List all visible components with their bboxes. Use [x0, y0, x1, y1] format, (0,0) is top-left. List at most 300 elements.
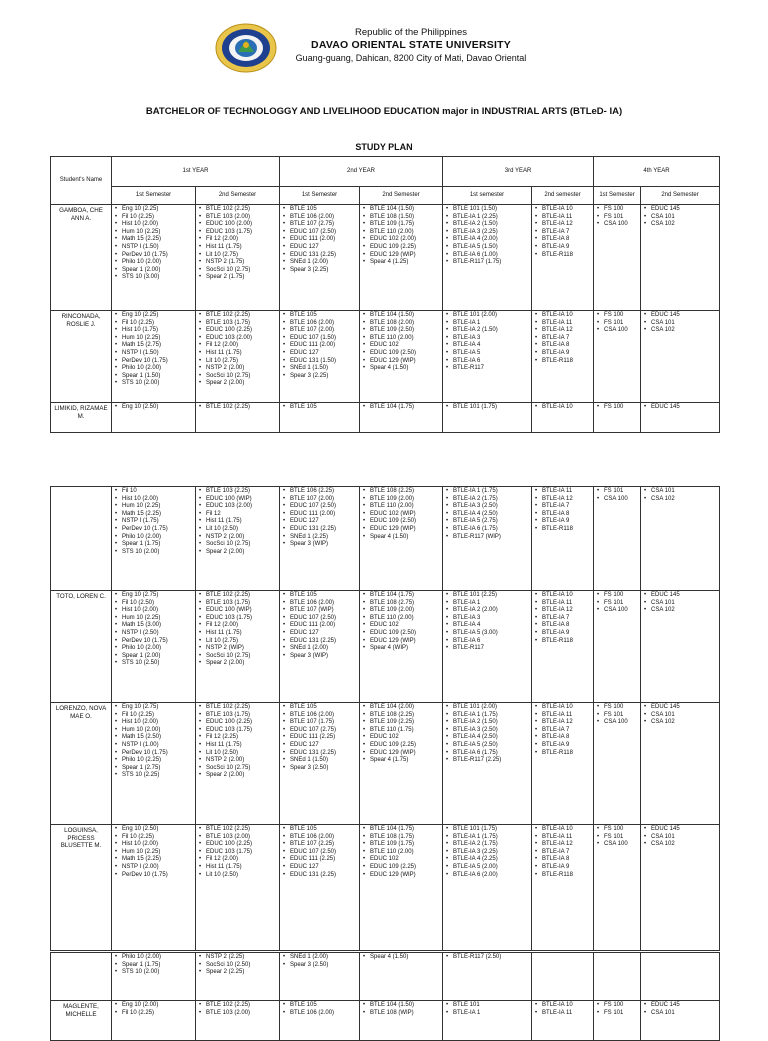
course-item: • EDUC 107 (2.75) — [290, 727, 357, 735]
course-item: • FS 100 — [604, 704, 638, 712]
course-list — [114, 826, 193, 879]
semester-courses-cell — [280, 311, 360, 403]
semester-header: 1st Semester — [280, 187, 360, 205]
header-text — [280, 26, 542, 65]
course-item: • BTLE 103 (2.00) — [206, 1010, 277, 1018]
course-item: • FS 101 — [604, 214, 638, 222]
course-item: • Eng 10 (2.50) — [122, 404, 193, 412]
course-item: • BTLE 109 (2.50) — [370, 327, 440, 335]
course-item: • BTLE 108 (1.75) — [370, 834, 440, 842]
course-list — [534, 704, 591, 757]
course-item: • EDUC 145 — [651, 206, 717, 214]
course-item: • EDUC 107 (1.50) — [290, 335, 357, 343]
course-item: • EDUC 111 (2.00) — [290, 236, 357, 244]
course-item: • BTLE-R117 (2.50) — [453, 954, 529, 962]
course-item: • BTLE-IA 4 (2.50) — [453, 734, 529, 742]
course-item: • BTLE-IA 10 — [542, 1002, 591, 1010]
study-plan-table-continued — [50, 486, 720, 951]
course-item: • EDUC 103 (2.00) — [206, 503, 277, 511]
course-list — [596, 826, 638, 849]
course-item: • BTLE 103 (2.00) — [206, 834, 277, 842]
course-item: • BTLE-IA 5 (2.00) — [453, 864, 529, 872]
course-item: • EDUC 131 (2.25) — [290, 750, 357, 758]
course-item: • BTLE 107 (2.75) — [290, 221, 357, 229]
course-item: • FS 100 — [604, 1002, 638, 1010]
course-item: • BTLE-IA 8 — [542, 236, 591, 244]
course-list — [282, 312, 357, 380]
semester-courses-cell — [641, 1001, 720, 1041]
course-list — [198, 312, 277, 388]
course-item: • BTLE-IA 8 — [542, 511, 591, 519]
document-header — [0, 0, 768, 80]
course-item: • Spear 1 (2.75) — [122, 765, 193, 773]
course-item: • BTLE-IA 3 (2.50) — [453, 727, 529, 735]
student-row — [51, 953, 720, 1001]
course-list — [445, 704, 529, 765]
course-item: • BTLE 110 (2.00) — [370, 229, 440, 237]
semester-courses-cell — [532, 403, 594, 433]
course-list — [282, 206, 357, 274]
semester-courses-cell — [280, 403, 360, 433]
course-item: • Spear 4 (1.25) — [370, 259, 440, 267]
course-item: • BTLE-IA 11 — [542, 712, 591, 720]
course-item: • BTLE 105 — [290, 1002, 357, 1010]
student-name: LIMIKID, RIZAMAE M. — [51, 403, 112, 433]
course-item: • NSTP 2 (2.00) — [206, 534, 277, 542]
course-item: • EDUC 102 (2.00) — [370, 236, 440, 244]
course-item: • EDUC 103 (1.75) — [206, 849, 277, 857]
course-item: • BTLE 108 (2.25) — [370, 488, 440, 496]
course-item: • Eng 10 (2.25) — [122, 312, 193, 320]
course-item: • Fil 10 (2.50) — [122, 600, 193, 608]
course-item: • BTLE 103 (1.75) — [206, 600, 277, 608]
semester-header: 1st semester — [443, 187, 532, 205]
course-item: • Fil 12 (2.00) — [206, 342, 277, 350]
semester-courses-cell — [112, 311, 196, 403]
course-item: • EDUC 131 (2.25) — [290, 526, 357, 534]
course-list — [643, 312, 717, 335]
course-list — [596, 592, 638, 615]
semester-courses-cell — [280, 953, 360, 1001]
course-item: • BTLE-IA 3 — [453, 615, 529, 623]
semester-courses-cell — [532, 487, 594, 591]
course-item: • BTLE-IA 8 — [542, 622, 591, 630]
semester-courses-cell — [641, 703, 720, 825]
semester-courses-cell — [112, 825, 196, 951]
semester-courses-cell — [641, 311, 720, 403]
year-header: 2nd YEAR — [280, 157, 443, 187]
course-item: • NSTP I (1.50) — [122, 350, 193, 358]
course-item: • BTLE-IA 4 — [453, 342, 529, 350]
semester-courses-cell — [443, 703, 532, 825]
course-item: • BTLE-IA 1 (1.75) — [453, 712, 529, 720]
semester-courses-cell — [112, 205, 196, 311]
course-item: • BTLE 103 (1.75) — [206, 712, 277, 720]
course-item: • BTLE-IA 3 (2.25) — [453, 849, 529, 857]
semester-courses-cell — [196, 703, 280, 825]
course-item: • EDUC 131 (2.25) — [290, 872, 357, 880]
semester-courses-cell — [532, 311, 594, 403]
course-item: • CSA 100 — [604, 607, 638, 615]
course-item: • BTLE 102 (2.25) — [206, 826, 277, 834]
course-item: • Fil 10 (2.25) — [122, 834, 193, 842]
course-item: • EDUC 127 — [290, 244, 357, 252]
semester-courses-cell — [594, 591, 641, 703]
semester-courses-cell — [280, 703, 360, 825]
course-item: • BTLE-IA 9 — [542, 244, 591, 252]
course-item: • Spear 2 (2.00) — [206, 380, 277, 388]
course-item: • Hist 11 (1.75) — [206, 630, 277, 638]
course-item: • EDUC 109 (2.25) — [370, 864, 440, 872]
course-item: • EDUC 145 — [651, 592, 717, 600]
course-item: • EDUC 111 (2.00) — [290, 511, 357, 519]
course-item: • BTLE 106 (2.00) — [290, 834, 357, 842]
course-item: • CSA 102 — [651, 221, 717, 229]
course-list — [596, 704, 638, 727]
student-name — [51, 487, 112, 591]
course-item: • BTLE 106 (2.00) — [290, 712, 357, 720]
semester-header: 2nd Semester — [360, 187, 443, 205]
course-item: • BTLE 108 (2.25) — [370, 712, 440, 720]
semester-courses-cell — [360, 403, 443, 433]
course-item: • Spear 2 (2.25) — [206, 969, 277, 977]
course-item: • BTLE-IA 4 — [453, 622, 529, 630]
course-item: • BTLE 108 (2.00) — [370, 320, 440, 328]
course-item: • CSA 100 — [604, 841, 638, 849]
course-item: • Philo 10 (2.00) — [122, 954, 193, 962]
course-list — [362, 312, 440, 373]
course-list — [445, 312, 529, 373]
course-item: • BTLE-IA 7 — [542, 335, 591, 343]
student-name: MAGLENTE, MICHELLE — [51, 1001, 112, 1041]
course-item: • BTLE 106 (2.00) — [290, 600, 357, 608]
semester-courses-cell — [360, 311, 443, 403]
course-item: • PerDev 10 (1.75) — [122, 638, 193, 646]
course-list — [362, 206, 440, 267]
course-item: • Spear 4 (1.50) — [370, 365, 440, 373]
course-item: • CSA 100 — [604, 719, 638, 727]
course-item: • BTLE 102 (2.25) — [206, 404, 277, 412]
course-item: • NSTP 2 (2.25) — [206, 954, 277, 962]
semester-courses-cell — [594, 953, 641, 1001]
course-item: • Eng 10 (2.50) — [122, 826, 193, 834]
course-item: • BTLE 110 (2.00) — [370, 849, 440, 857]
semester-courses-cell — [641, 591, 720, 703]
course-item: • BTLE-R118 — [542, 358, 591, 366]
semester-courses-cell — [112, 953, 196, 1001]
course-item: • BTLE-IA 1 (1.75) — [453, 488, 529, 496]
course-item: • BTLE 106 (2.25) — [290, 488, 357, 496]
course-item: • EDUC 145 — [651, 826, 717, 834]
course-item: • Lit 10 (2.75) — [206, 638, 277, 646]
course-item: • Hum 10 (2.25) — [122, 503, 193, 511]
course-item: • BTLE 105 — [290, 206, 357, 214]
course-item: • BTLE-IA 10 — [542, 826, 591, 834]
course-item: • PerDev 10 (1.75) — [122, 750, 193, 758]
semester-courses-cell — [196, 311, 280, 403]
student-row — [51, 311, 720, 403]
course-item: • Philo 10 (2.25) — [122, 757, 193, 765]
course-list — [534, 312, 591, 365]
university-seal-icon — [214, 22, 278, 74]
course-item: • EDUC 111 (2.25) — [290, 734, 357, 742]
course-item: • CSA 101 — [651, 834, 717, 842]
course-list — [198, 488, 277, 556]
course-item: • BTLE-IA 9 — [542, 350, 591, 358]
course-item: • BTLE-IA 6 (2.00) — [453, 872, 529, 880]
student-row — [51, 205, 720, 311]
semester-courses-cell — [594, 205, 641, 311]
course-list — [596, 1002, 638, 1017]
course-item: • STS 10 (2.00) — [122, 969, 193, 977]
student-name: RINCONADA, ROSLIE J. — [51, 311, 112, 403]
course-item: • EDUC 100 (WIP) — [206, 607, 277, 615]
course-item: • FS 100 — [604, 826, 638, 834]
course-item: • BTLE 107 (2.00) — [290, 496, 357, 504]
course-item: • BTLE-IA 4 (2.25) — [453, 856, 529, 864]
course-item: • STS 10 (2.25) — [122, 772, 193, 780]
course-item: • BTLE-IA 2 (1.75) — [453, 496, 529, 504]
course-item: • EDUC 102 — [370, 856, 440, 864]
semester-courses-cell — [360, 591, 443, 703]
course-item: • BTLE-IA 7 — [542, 727, 591, 735]
semester-courses-cell — [112, 1001, 196, 1041]
course-item: • Fil 10 (2.25) — [122, 214, 193, 222]
semester-courses-cell — [594, 311, 641, 403]
course-item: • BTLE 104 (1.75) — [370, 404, 440, 412]
course-item: • BTLE-R118 — [542, 526, 591, 534]
course-list — [643, 206, 717, 229]
course-list — [114, 704, 193, 780]
course-item: • EDUC 103 (1.75) — [206, 229, 277, 237]
course-item: • SNEd 1 (2.00) — [290, 645, 357, 653]
university-name: DAVAO ORIENTAL STATE UNIVERSITY — [311, 39, 511, 51]
course-item: • EDUC 129 (WIP) — [370, 638, 440, 646]
course-item: • NSTP I (2.00) — [122, 864, 193, 872]
course-item: • EDUC 127 — [290, 350, 357, 358]
semester-courses-cell — [443, 825, 532, 951]
semester-courses-cell — [443, 953, 532, 1001]
course-item: • BTLE 110 (2.00) — [370, 615, 440, 623]
course-list — [445, 592, 529, 653]
semester-courses-cell — [641, 487, 720, 591]
course-item: • Spear 4 (WIP) — [370, 645, 440, 653]
course-item: • Lit 10 (2.50) — [206, 872, 277, 880]
course-list — [282, 954, 357, 969]
course-item: • BTLE 101 (2.25) — [453, 592, 529, 600]
course-list — [643, 592, 717, 615]
course-item: • BTLE-IA 1 (1.75) — [453, 834, 529, 842]
course-list — [596, 404, 638, 412]
course-list — [362, 592, 440, 653]
course-item: • BTLE-IA 6 — [453, 638, 529, 646]
course-list — [445, 488, 529, 541]
course-list — [282, 826, 357, 879]
semester-courses-cell — [196, 825, 280, 951]
course-item: • EDUC 129 (WIP) — [370, 358, 440, 366]
semester-courses-cell — [280, 205, 360, 311]
student-name: GAMBOA, CHE ANN A. — [51, 205, 112, 311]
course-item: • EDUC 145 — [651, 1002, 717, 1010]
year-header: 1st YEAR — [112, 157, 280, 187]
course-item: • BTLE-R118 — [542, 252, 591, 260]
course-item: • PerDev 10 (1.75) — [122, 526, 193, 534]
course-item: • FS 101 — [604, 320, 638, 328]
course-item: • BTLE-R117 (WIP) — [453, 534, 529, 542]
course-item: • EDUC 102 — [370, 622, 440, 630]
course-item: • BTLE 101 (2.00) — [453, 312, 529, 320]
study-plan-table-continued — [50, 952, 720, 1041]
course-list — [198, 1002, 277, 1017]
course-item: • BTLE-IA 12 — [542, 327, 591, 335]
course-item: • BTLE-R118 — [542, 638, 591, 646]
course-item: • Hist 10 (2.00) — [122, 221, 193, 229]
course-item: • BTLE 109 (2.00) — [370, 496, 440, 504]
course-item: • BTLE 103 (2.00) — [206, 214, 277, 222]
semester-courses-cell — [360, 487, 443, 591]
semester-courses-cell — [641, 953, 720, 1001]
course-list — [445, 826, 529, 879]
course-item: • PerDev 10 (1.75) — [122, 252, 193, 260]
course-item: • CSA 101 — [651, 320, 717, 328]
course-item: • EDUC 131 (2.25) — [290, 638, 357, 646]
course-item: • STS 10 (3.00) — [122, 274, 193, 282]
course-item: • NSTP I (1.50) — [122, 244, 193, 252]
course-item: • BTLE 110 (2.00) — [370, 335, 440, 343]
course-item: • Hist 10 (2.00) — [122, 719, 193, 727]
course-item: • FS 100 — [604, 312, 638, 320]
course-item: • Spear 3 (2.50) — [290, 765, 357, 773]
course-item: • BTLE 102 (2.25) — [206, 206, 277, 214]
semester-courses-cell — [443, 403, 532, 433]
course-item: • BTLE-IA 1 (2.25) — [453, 214, 529, 222]
study-plan-table — [50, 156, 720, 433]
course-item: • EDUC 109 (2.50) — [370, 630, 440, 638]
course-item: • BTLE 105 — [290, 404, 357, 412]
course-item: • BTLE 108 (1.50) — [370, 214, 440, 222]
study-plan-title: STUDY PLAN — [355, 142, 413, 152]
course-item: • BTLE 107 (2.25) — [290, 841, 357, 849]
course-item: • EDUC 129 (WIP) — [370, 750, 440, 758]
course-item: • SocSci 10 (2.75) — [206, 765, 277, 773]
semester-courses-cell — [196, 591, 280, 703]
year-header: 4th YEAR — [594, 157, 720, 187]
course-item: • BTLE 101 (1.75) — [453, 826, 529, 834]
course-item: • EDUC 145 — [651, 404, 717, 412]
course-item: • BTLE-IA 6 (1.75) — [453, 526, 529, 534]
course-item: • Lit 10 (2.75) — [206, 252, 277, 260]
course-item: • BTLE-IA 8 — [542, 342, 591, 350]
semester-courses-cell — [594, 487, 641, 591]
course-item: • Spear 2 (2.00) — [206, 772, 277, 780]
semester-courses-cell — [196, 953, 280, 1001]
semester-courses-cell — [641, 825, 720, 951]
course-item: • BTLE 108 (2.75) — [370, 600, 440, 608]
semester-header: 1st Semester — [112, 187, 196, 205]
course-item: • SNEd 1 (1.50) — [290, 757, 357, 765]
course-item: • Eng 10 (2.25) — [122, 206, 193, 214]
course-list — [596, 206, 638, 229]
course-item: • FS 100 — [604, 206, 638, 214]
course-list — [643, 704, 717, 727]
course-item: • EDUC 127 — [290, 518, 357, 526]
semester-courses-cell — [196, 1001, 280, 1041]
course-item: • EDUC 145 — [651, 704, 717, 712]
semester-courses-cell — [360, 703, 443, 825]
course-item: • BTLE 109 (1.75) — [370, 841, 440, 849]
course-item: • BTLE-IA 5 (2.75) — [453, 518, 529, 526]
semester-courses-cell — [594, 825, 641, 951]
course-item: • EDUC 103 (2.00) — [206, 335, 277, 343]
course-item: • STS 10 (2.00) — [122, 380, 193, 388]
course-item: • BTLE 107 (2.00) — [290, 327, 357, 335]
course-item: • NSTP 2 (WIP) — [206, 645, 277, 653]
course-item: • Lit 10 (2.75) — [206, 358, 277, 366]
course-item: • Spear 1 (1.75) — [122, 541, 193, 549]
course-item: • Hist 11 (1.75) — [206, 864, 277, 872]
course-item: • EDUC 103 (1.75) — [206, 615, 277, 623]
course-item: • BTLE 101 (2.00) — [453, 704, 529, 712]
course-item: • Spear 4 (1.50) — [370, 534, 440, 542]
course-item: • BTLE-IA 1 — [453, 600, 529, 608]
semester-courses-cell — [532, 591, 594, 703]
course-item: • BTLE 105 — [290, 312, 357, 320]
course-item: • FS 101 — [604, 488, 638, 496]
course-item: • BTLE-IA 10 — [542, 592, 591, 600]
course-item: • BTLE-IA 2 (1.75) — [453, 841, 529, 849]
course-item: • SocSci 10 (2.75) — [206, 653, 277, 661]
course-item: • BTLE-IA 2 (2.00) — [453, 607, 529, 615]
course-item: • EDUC 127 — [290, 864, 357, 872]
course-item: • FS 101 — [604, 600, 638, 608]
course-item: • CSA 100 — [604, 221, 638, 229]
course-item: • BTLE-IA 9 — [542, 742, 591, 750]
course-item: • Lit 10 (2.50) — [206, 526, 277, 534]
course-item: • BTLE-IA 7 — [542, 849, 591, 857]
course-item: • Eng 10 (2.75) — [122, 592, 193, 600]
course-list — [534, 206, 591, 259]
student-row — [51, 703, 720, 825]
course-item: • BTLE-IA 5 (2.50) — [453, 742, 529, 750]
course-item: • BTLE 104 (1.75) — [370, 826, 440, 834]
course-item: • BTLE-IA 1 — [453, 1010, 529, 1018]
course-list — [282, 1002, 357, 1017]
course-item: • Lit 10 (2.50) — [206, 750, 277, 758]
course-item: • BTLE 106 (2.00) — [290, 214, 357, 222]
course-item: • BTLE-R117 (2.25) — [453, 757, 529, 765]
course-item: • BTLE-IA 10 — [542, 404, 591, 412]
course-item: • EDUC 129 (WIP) — [370, 872, 440, 880]
course-item: • EDUC 109 (2.25) — [370, 244, 440, 252]
course-item: • EDUC 102 — [370, 734, 440, 742]
course-item: • BTLE 101 (1.75) — [453, 404, 529, 412]
course-item: • EDUC 107 (2.50) — [290, 229, 357, 237]
course-item: • BTLE-IA 6 (1.75) — [453, 750, 529, 758]
course-list — [114, 488, 193, 556]
course-item: • BTLE-IA 10 — [542, 206, 591, 214]
course-item: • CSA 102 — [651, 719, 717, 727]
course-item: • EDUC 109 (2.50) — [370, 518, 440, 526]
course-list — [282, 488, 357, 549]
course-item: • CSA 101 — [651, 214, 717, 222]
course-item: • Hum 10 (2.25) — [122, 849, 193, 857]
semester-courses-cell — [641, 205, 720, 311]
course-item: • Spear 1 (2.00) — [122, 267, 193, 275]
semester-courses-cell — [532, 703, 594, 825]
course-list — [596, 488, 638, 503]
course-item: • Hist 11 (1.75) — [206, 350, 277, 358]
course-item: • Philo 10 (2.00) — [122, 365, 193, 373]
